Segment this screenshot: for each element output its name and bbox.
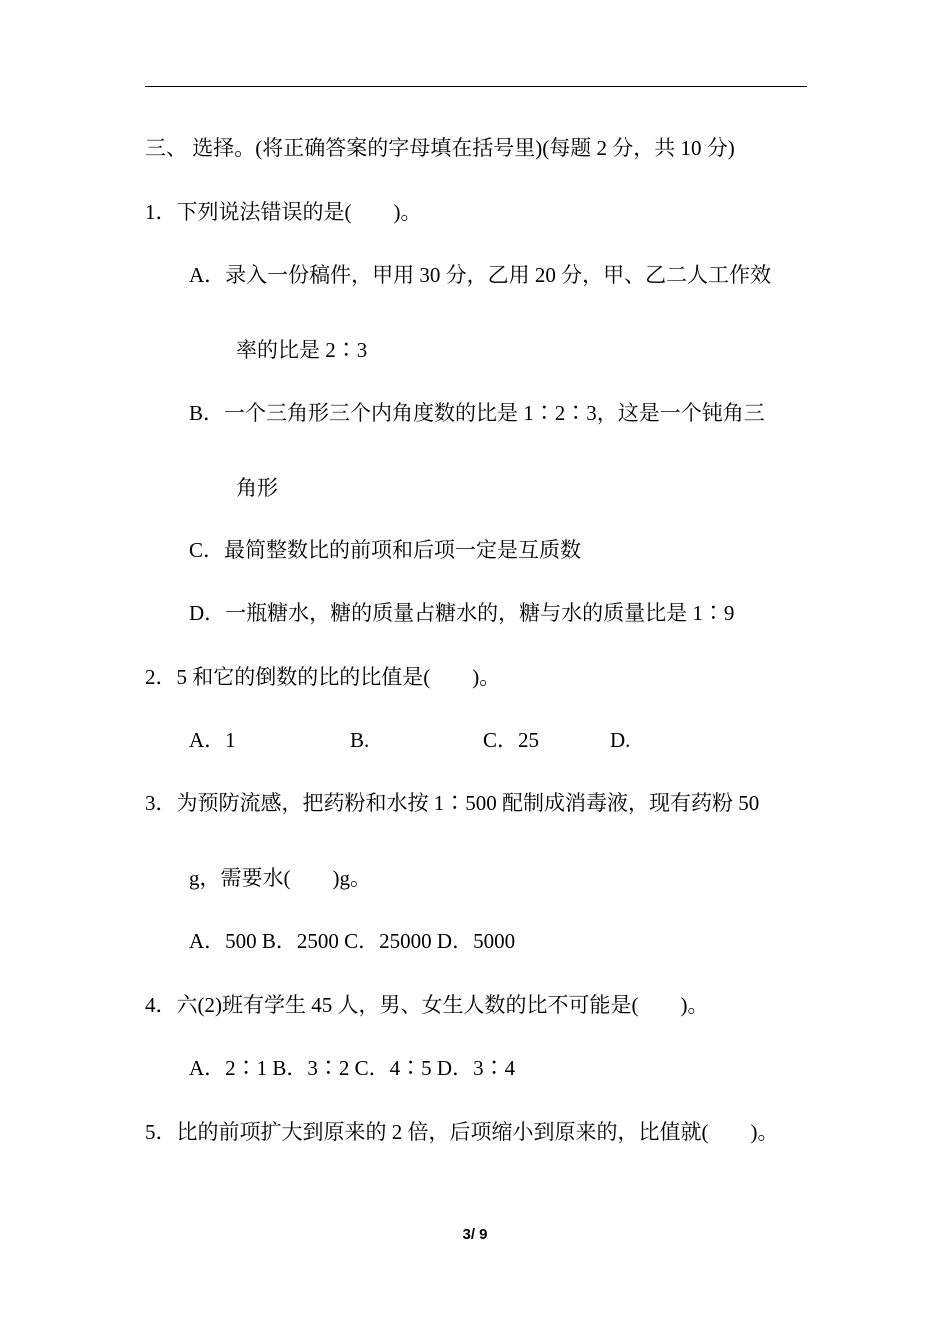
question-2-stem: 2．5 和它的倒数的比的比值是( )。 [145, 665, 501, 689]
header-rule [145, 86, 807, 87]
question-2-option-b: B. [350, 728, 370, 752]
question-2-option-a: A．1 [189, 728, 236, 752]
question-2-option-c: C．25 [483, 728, 540, 752]
question-3-stem: 3．为预防流感，把药粉和水按 1∶500 配制成消毒液，现有药粉 50 [145, 791, 760, 815]
question-3-options: A．500 B．2500 C．25000 D．5000 [189, 929, 516, 953]
question-1-option-a: A．录入一份稿件，甲用 30 分，乙用 20 分，甲、乙二人工作效 [189, 263, 772, 287]
question-1-option-b-cont: 角形 [236, 476, 278, 500]
page-number: 3/ 9 [462, 1226, 488, 1243]
section-heading: 三、 选择。(将正确答案的字母填在括号里)(每题 2 分，共 10 分) [145, 136, 735, 160]
question-1-option-c: C．最简整数比的前项和后项一定是互质数 [189, 538, 582, 562]
question-1-stem: 1．下列说法错误的是( )。 [145, 200, 422, 224]
question-1-option-a-cont: 率的比是 2∶3 [236, 338, 368, 362]
question-1-option-d: D．一瓶糖水，糖的质量占糖水的，糖与水的质量比是 1∶9 [189, 601, 735, 625]
question-2-options [189, 728, 630, 752]
question-1-option-b: B．一个三角形三个内角度数的比是 1∶2∶3，这是一个钝角三 [189, 401, 765, 425]
question-5-stem: 5．比的前项扩大到原来的 2 倍，后项缩小到原来的，比值就( )。 [145, 1120, 779, 1144]
question-4-options: A．2∶1 B．3∶2 C．4∶5 D．3∶4 [189, 1056, 516, 1080]
question-4-stem: 4．六(2)班有学生 45 人，男、女生人数的比不可能是( )。 [145, 993, 709, 1017]
question-2-option-d: D. [610, 728, 631, 752]
question-3-stem-cont: g，需要水( )g。 [189, 866, 371, 890]
